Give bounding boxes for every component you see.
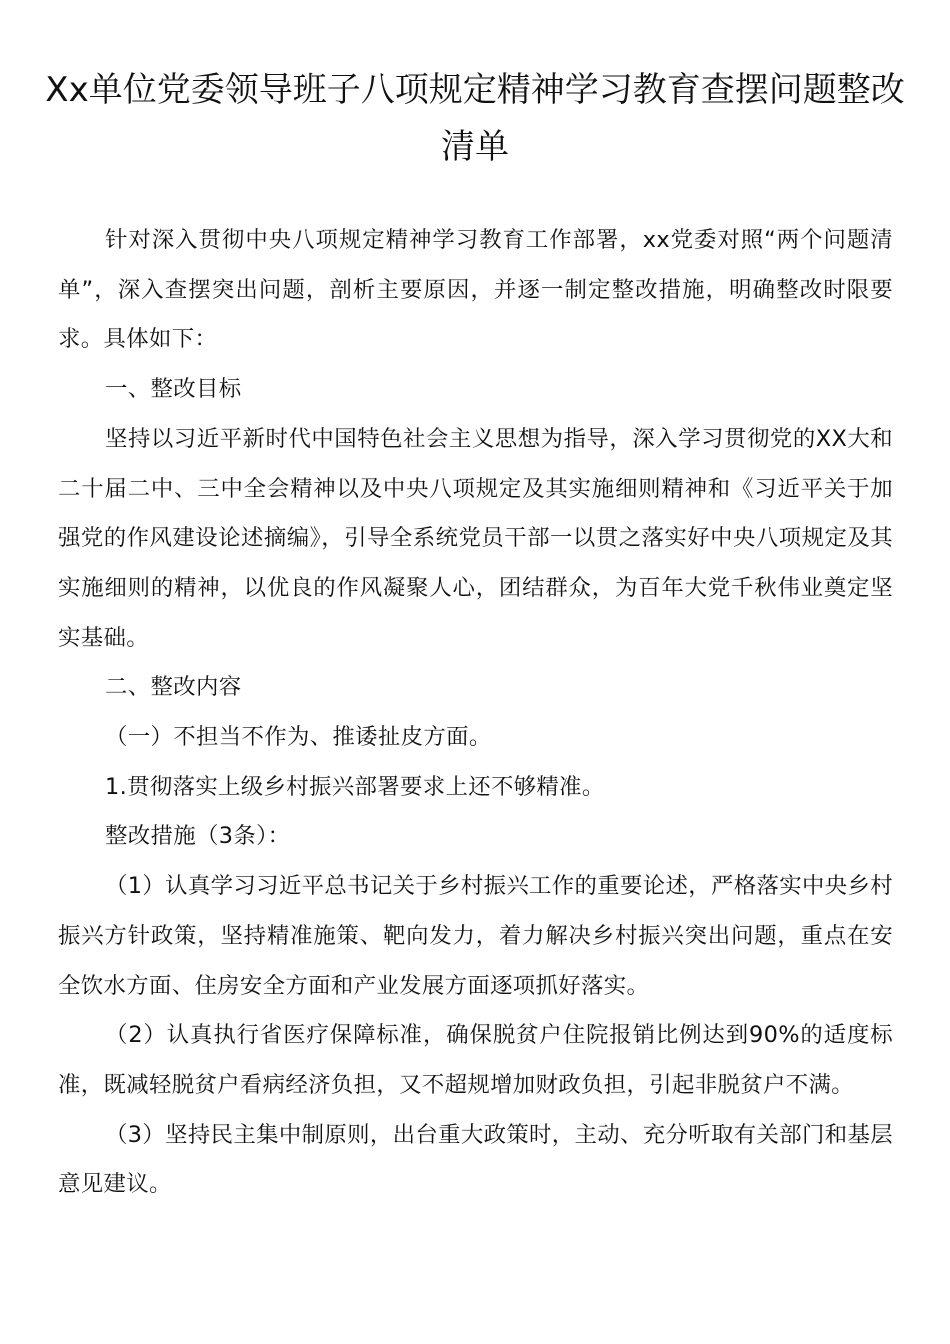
intro-paragraph: 针对深入贯彻中央八项规定精神学习教育工作部署，xx党委对照“两个问题清单”，深入查摆突出问题，剖析主要原因，并逐一制定整改措施，明确整改时限要求。具体如下： (58, 227, 893, 353)
goal-paragraph: 坚持以习近平新时代中国特色社会主义思想为指导，深入学习贯彻党的XX大和二十届二中、三中全会精神以及中央八项规定及其实施细则精神和《习近平关于加强党的作风建设论述摘编》，引导全系统党员干部一以贯之落实好中央八项规定及其实施细则的精神，以优良的作风凝聚人心，团结群众，为百年大党千秋伟业奠定坚实基础。 (58, 425, 893, 651)
section-heading-content: 二、整改内容 (105, 674, 242, 701)
measure-item-2: （2）认真执行省医疗保障标准，确保脱贫户住院报销比例达到90%的适度标准，既减轻脱贫户看病经济负担，又不超规增加财政负担，引起非脱贫户不满。 (58, 1022, 893, 1098)
problem-item: 1.贯彻落实上级乡村振兴部署要求上还不够精准。 (105, 773, 605, 800)
document-title: Xx单位党委领导班子八项规定精神学习教育查摆问题整改清单 (45, 70, 905, 167)
document-body (58, 216, 893, 1210)
section-heading-goal: 一、整改目标 (105, 376, 242, 403)
subsection-heading: （一）不担当不作为、推诿扯皮方面。 (105, 724, 492, 751)
measures-heading: 整改措施（3条）： (105, 823, 291, 850)
measure-item-3: （3）坚持民主集中制原则，出台重大政策时，主动、充分听取有关部门和基层意见建议。 (58, 1121, 893, 1198)
measure-item-1: （1）认真学习习近平总书记关于乡村振兴工作的重要论述，严格落实中央乡村振兴方针政策，坚持精准施策、靶向发力，着力解决乡村振兴突出问题，重点在安全饮水方面、住房安全方面和产业发展方面逐项抓好落实。 (58, 873, 893, 999)
